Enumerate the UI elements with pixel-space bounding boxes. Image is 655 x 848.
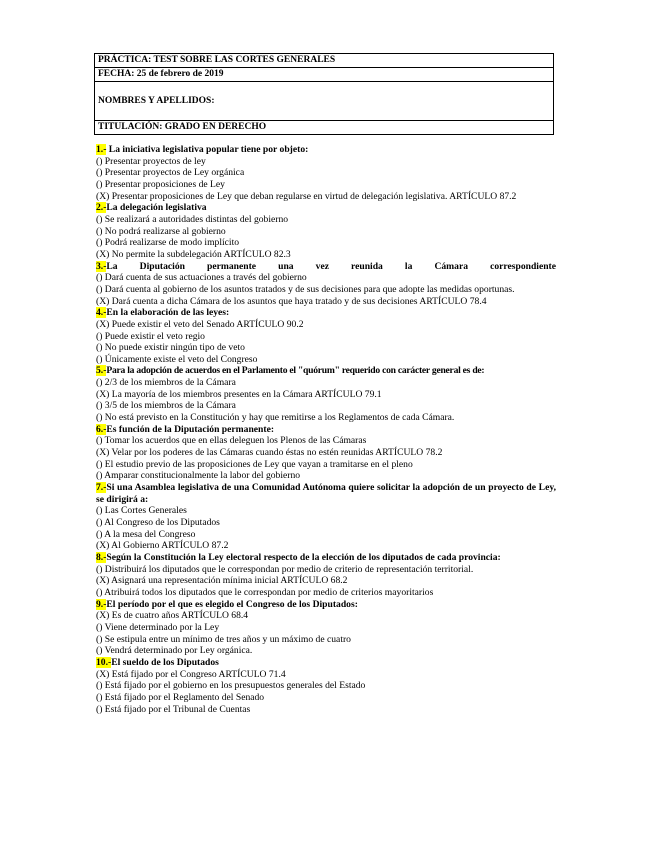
option: () Está fijado por el Reglamento del Senado — [96, 691, 265, 703]
option: (X) Puede existir el veto del Senado ARTÍCULO 90.2 — [96, 318, 304, 330]
header-table — [94, 53, 554, 135]
question-number: 4.- — [96, 307, 107, 319]
question-title — [96, 424, 556, 436]
question-8 — [96, 552, 556, 599]
question-3 — [96, 261, 556, 308]
option: () Amparar constitucionalmente la labor del gobierno — [96, 470, 301, 482]
header-nombres: NOMBRES Y APELLIDOS: — [95, 82, 554, 121]
option: () Dará cuenta al gobierno de los asuntos tratados y de sus decisiones para que adopte las medidas oportunas. — [96, 283, 515, 295]
question-title — [96, 552, 556, 564]
option: () Dará cuenta de sus actuaciones a través del gobierno — [96, 272, 307, 284]
option: () Está fijado por el Tribunal de Cuentas — [96, 703, 251, 715]
option: () A la mesa del Congreso — [96, 528, 196, 540]
question-4 — [96, 307, 556, 365]
question-title — [96, 365, 556, 377]
question-text: El período por el que es elegido el Congreso de los Diputados: — [106, 598, 358, 610]
question-7 — [96, 482, 556, 552]
option: (X) Es de cuatro años ARTÍCULO 68.4 — [96, 610, 249, 622]
question-list — [96, 144, 556, 715]
question-title — [96, 482, 556, 505]
option: () Atribuirá todos los diputados que le correspondan por medio de criterios mayoritarios — [96, 586, 434, 598]
question-number: 6.- — [96, 423, 107, 435]
header-fecha: FECHA: 25 de febrero de 2019 — [95, 68, 554, 82]
option: () Se estipula entre un mínimo de tres años y un máximo de cuatro — [96, 633, 351, 645]
question-title — [96, 307, 556, 319]
option: () No podrá realizarse al gobierno — [96, 225, 226, 237]
question-text: El sueldo de los Diputados — [111, 656, 219, 668]
question-title — [96, 144, 556, 156]
question-text: Es función de la Diputación permanente: — [106, 423, 275, 435]
option: () Podrá realizarse de modo implícito — [96, 237, 240, 249]
question-5 — [96, 365, 556, 423]
option: (X) No permite la subdelegación ARTÍCULO 82.3 — [96, 248, 291, 260]
question-number: 7.- — [96, 482, 107, 494]
question-text: La iniciativa legislativa popular tiene por objeto: — [106, 144, 309, 155]
option: () No puede existir ningún tipo de veto — [96, 342, 245, 354]
question-text: Para la adopción de acuerdos en el Parlamento el "quórum" requerido con carácter general es de: — [106, 365, 485, 377]
option: () Presentar proposiciones de Ley — [96, 178, 225, 190]
question-number: 3.- — [96, 260, 107, 272]
header-practica: PRÁCTICA: TEST SOBRE LAS CORTES GENERALES — [95, 54, 554, 68]
option: () Únicamente existe el veto del Congreso — [96, 353, 258, 365]
question-number: 5.- — [96, 365, 107, 377]
option: (X) La mayoría de los miembros presentes en la Cámara ARTÍCULO 79.1 — [96, 388, 382, 400]
option: () No está previsto en la Constitución y hay que remitirse a los Reglamentos de cada Cámara. — [96, 412, 455, 424]
question-number: 1.- — [96, 144, 107, 155]
question-text: Si una Asamblea legislativa de una Comunidad Autónoma quiere solicitar la adopción de un proyecto de Ley, se dirigirá a: — [96, 482, 556, 505]
option: () Viene determinado por la Ley — [96, 621, 220, 633]
option: () Presentar proyectos de Ley orgánica — [96, 167, 245, 179]
question-1 — [96, 144, 556, 202]
question-number: 2.- — [96, 202, 107, 214]
question-text: La Diputación permanente una vez reunida la Cámara correspondiente — [106, 260, 556, 272]
option: (X) Dará cuenta a dicha Cámara de los asuntos que haya tratado y de sus decisiones ARTÍCULO 78.4 — [96, 295, 487, 307]
question-6 — [96, 424, 556, 482]
question-text: En la elaboración de las leyes: — [106, 307, 230, 319]
option: () 3/5 de los miembros de la Cámara — [96, 400, 236, 412]
option: (X) Presentar proposiciones de Ley que deban regularse en virtud de delegación legislativa. ARTÍCULO 87.2 — [96, 190, 517, 202]
option: () Presentar proyectos de ley — [96, 155, 206, 167]
question-title — [96, 657, 556, 669]
option: (X) Al Gobierno ARTÍCULO 87.2 — [96, 540, 229, 552]
question-number: 8.- — [96, 551, 107, 563]
option: () Está fijado por el gobierno en los presupuestos generales del Estado — [96, 680, 366, 692]
option: (X) Asignará una representación mínima inicial ARTÍCULO 68.2 — [96, 575, 348, 587]
question-9 — [96, 599, 556, 657]
question-text: La delegación legislativa — [106, 202, 207, 214]
question-number: 10.- — [96, 656, 112, 668]
question-number: 9.- — [96, 598, 107, 610]
option: () El estudio previo de las proposiciones de Ley que vayan a tramitarse en el pleno — [96, 458, 413, 470]
option: () Las Cortes Generales — [96, 505, 187, 517]
question-title — [96, 202, 556, 214]
option: () Puede existir el veto regio — [96, 330, 205, 342]
option: (X) Velar por los poderes de las Cámaras cuando éstas no estén reunidas ARTÍCULO 78.2 — [96, 447, 443, 459]
question-text: Según la Constitución la Ley electoral respecto de la elección de los diputados de cada provincia: — [106, 551, 501, 563]
option: () Al Congreso de los Diputados — [96, 517, 220, 528]
question-10 — [96, 657, 556, 715]
option: (X) Está fijado por el Congreso ARTÍCULO 71.4 — [96, 668, 286, 680]
question-2 — [96, 202, 556, 260]
question-title — [96, 261, 556, 273]
option: () Vendrá determinado por Ley orgánica. — [96, 645, 253, 657]
option: () Se realizará a autoridades distintas del gobierno — [96, 213, 289, 225]
header-titulacion: TITULACIÓN: GRADO EN DERECHO — [95, 121, 554, 135]
question-title — [96, 599, 556, 611]
option: () 2/3 de los miembros de la Cámara — [96, 377, 236, 389]
option: () Distribuirá los diputados que le correspondan por medio de criterio de representación territorial. — [96, 563, 474, 575]
option: () Tomar los acuerdos que en ellas deleguen los Plenos de las Cámaras — [96, 435, 367, 447]
